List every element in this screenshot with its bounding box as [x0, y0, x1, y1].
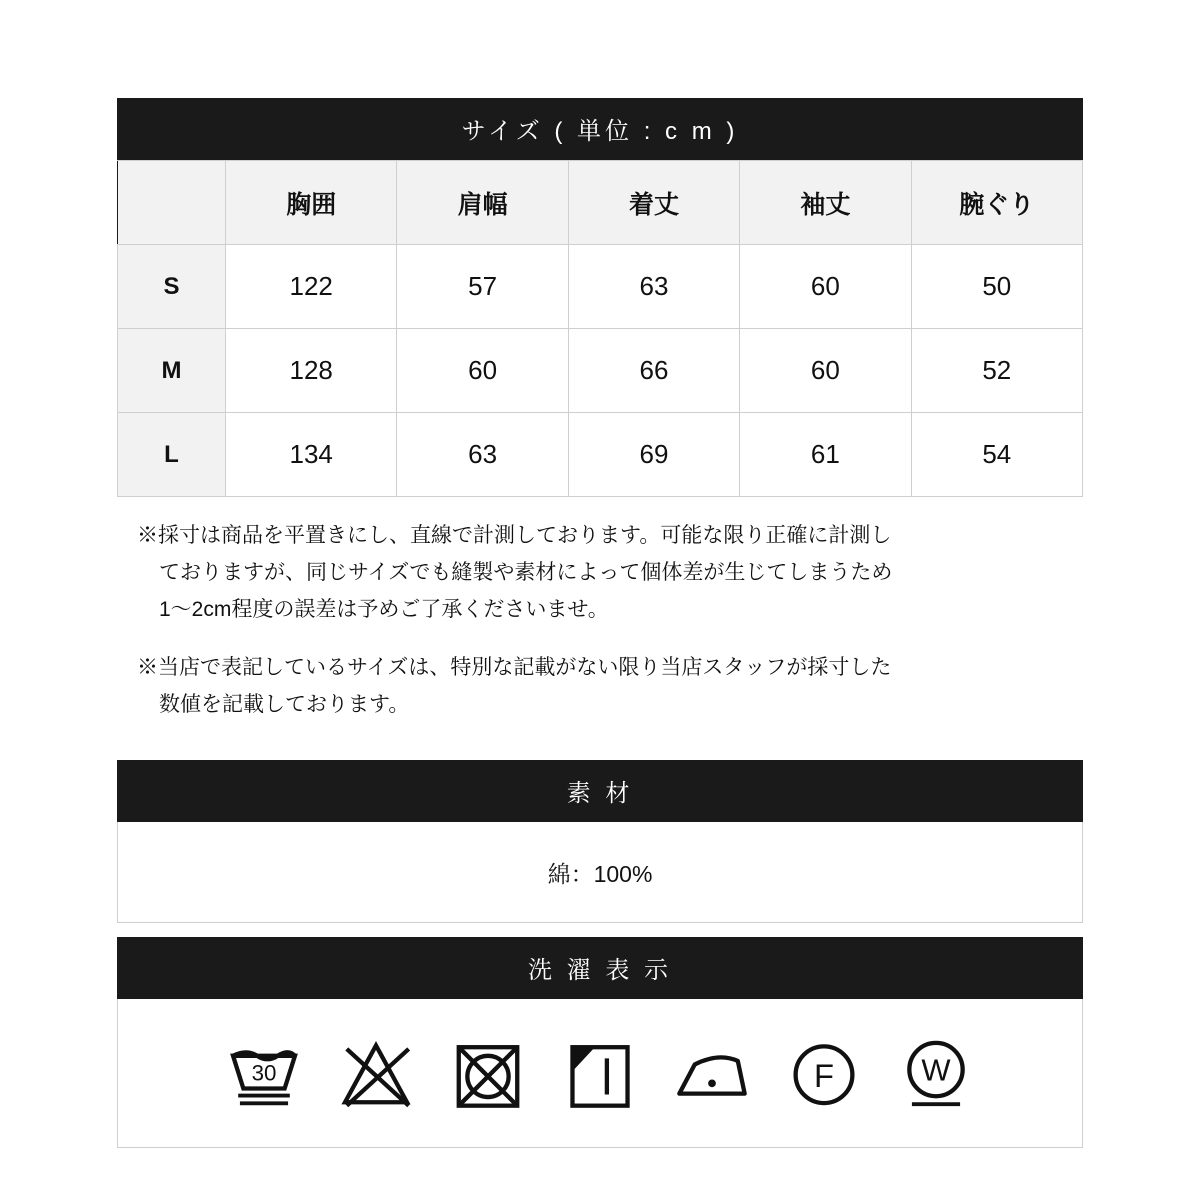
material-title: 素 材	[117, 760, 1083, 822]
machine-wash-temp-label: 30	[251, 1060, 277, 1086]
wet-clean-gentle-icon	[893, 1030, 979, 1116]
wet-clean-letter-label: W	[921, 1052, 951, 1088]
no-tumble-dry-icon	[445, 1030, 531, 1116]
size-table-title: サイズ ( 単位 : c m )	[117, 98, 1083, 160]
cell-m-shoulder: 60	[397, 329, 568, 413]
cell-s-bust: 122	[226, 245, 397, 329]
drip-dry-in-shade-icon	[557, 1030, 643, 1116]
size-table-col-length: 着丈	[568, 161, 739, 245]
note-staff-measured	[137, 650, 1037, 724]
size-table-col-sleeve: 袖丈	[740, 161, 911, 245]
note-1-line-1: ※採寸は商品を平置きにし、直線で計測しております。可能な限り正確に計測し	[137, 524, 892, 547]
size-table-col-bust: 胸囲	[226, 161, 397, 245]
cell-l-sleeve: 61	[740, 413, 911, 497]
wash-care-icons	[117, 999, 1083, 1148]
cell-s-sleeve: 60	[740, 245, 911, 329]
table-row	[118, 413, 1083, 497]
cell-m-sleeve: 60	[740, 329, 911, 413]
size-table-block	[117, 98, 1083, 497]
cell-s-shoulder: 57	[397, 245, 568, 329]
note-1-line-3: 1〜2cm程度の誤差は予めご了承くださいませ。	[159, 597, 609, 621]
size-table-col-shoulder: 肩幅	[397, 161, 568, 245]
material-value-container	[117, 822, 1083, 923]
size-table-header-row	[118, 161, 1083, 245]
size-table-col-armhole: 腕ぐり	[911, 161, 1082, 245]
size-table	[117, 160, 1083, 497]
cell-m-armhole: 52	[911, 329, 1082, 413]
wash-care-title: 洗 濯 表 示	[117, 937, 1083, 999]
cell-m-length: 66	[568, 329, 739, 413]
wash-care-block	[117, 937, 1083, 1148]
cell-l-length: 69	[568, 413, 739, 497]
cell-l-armhole: 54	[911, 413, 1082, 497]
note-1-line-2: ておりますが、同じサイズでも縫製や素材によって個体差が生じてしまうため	[159, 560, 893, 584]
size-table-corner-cell	[118, 161, 226, 245]
table-row	[118, 329, 1083, 413]
measurement-notes	[137, 518, 1037, 746]
size-row-label-m: M	[118, 329, 226, 413]
cell-l-shoulder: 63	[397, 413, 568, 497]
size-row-label-s: S	[118, 245, 226, 329]
iron-low-heat-icon	[669, 1030, 755, 1116]
note-2-line-1: ※当店で表記しているサイズは、特別な記載がない限り当店スタッフが採寸した	[137, 656, 892, 680]
cell-m-bust: 128	[226, 329, 397, 413]
machine-wash-30-icon	[221, 1030, 307, 1116]
material-value: 綿：100%	[547, 860, 653, 887]
dry-clean-petroleum-icon	[781, 1030, 867, 1116]
table-row	[118, 245, 1083, 329]
cell-s-armhole: 50	[911, 245, 1082, 329]
size-row-label-l: L	[118, 413, 226, 497]
material-block	[117, 760, 1083, 923]
no-bleach-icon	[333, 1030, 419, 1116]
note-measurement	[137, 518, 1037, 628]
note-2-line-2: 数値を記載しております。	[159, 693, 410, 716]
cell-l-bust: 134	[226, 413, 397, 497]
dry-clean-letter-label: F	[814, 1056, 834, 1094]
cell-s-length: 63	[568, 245, 739, 329]
